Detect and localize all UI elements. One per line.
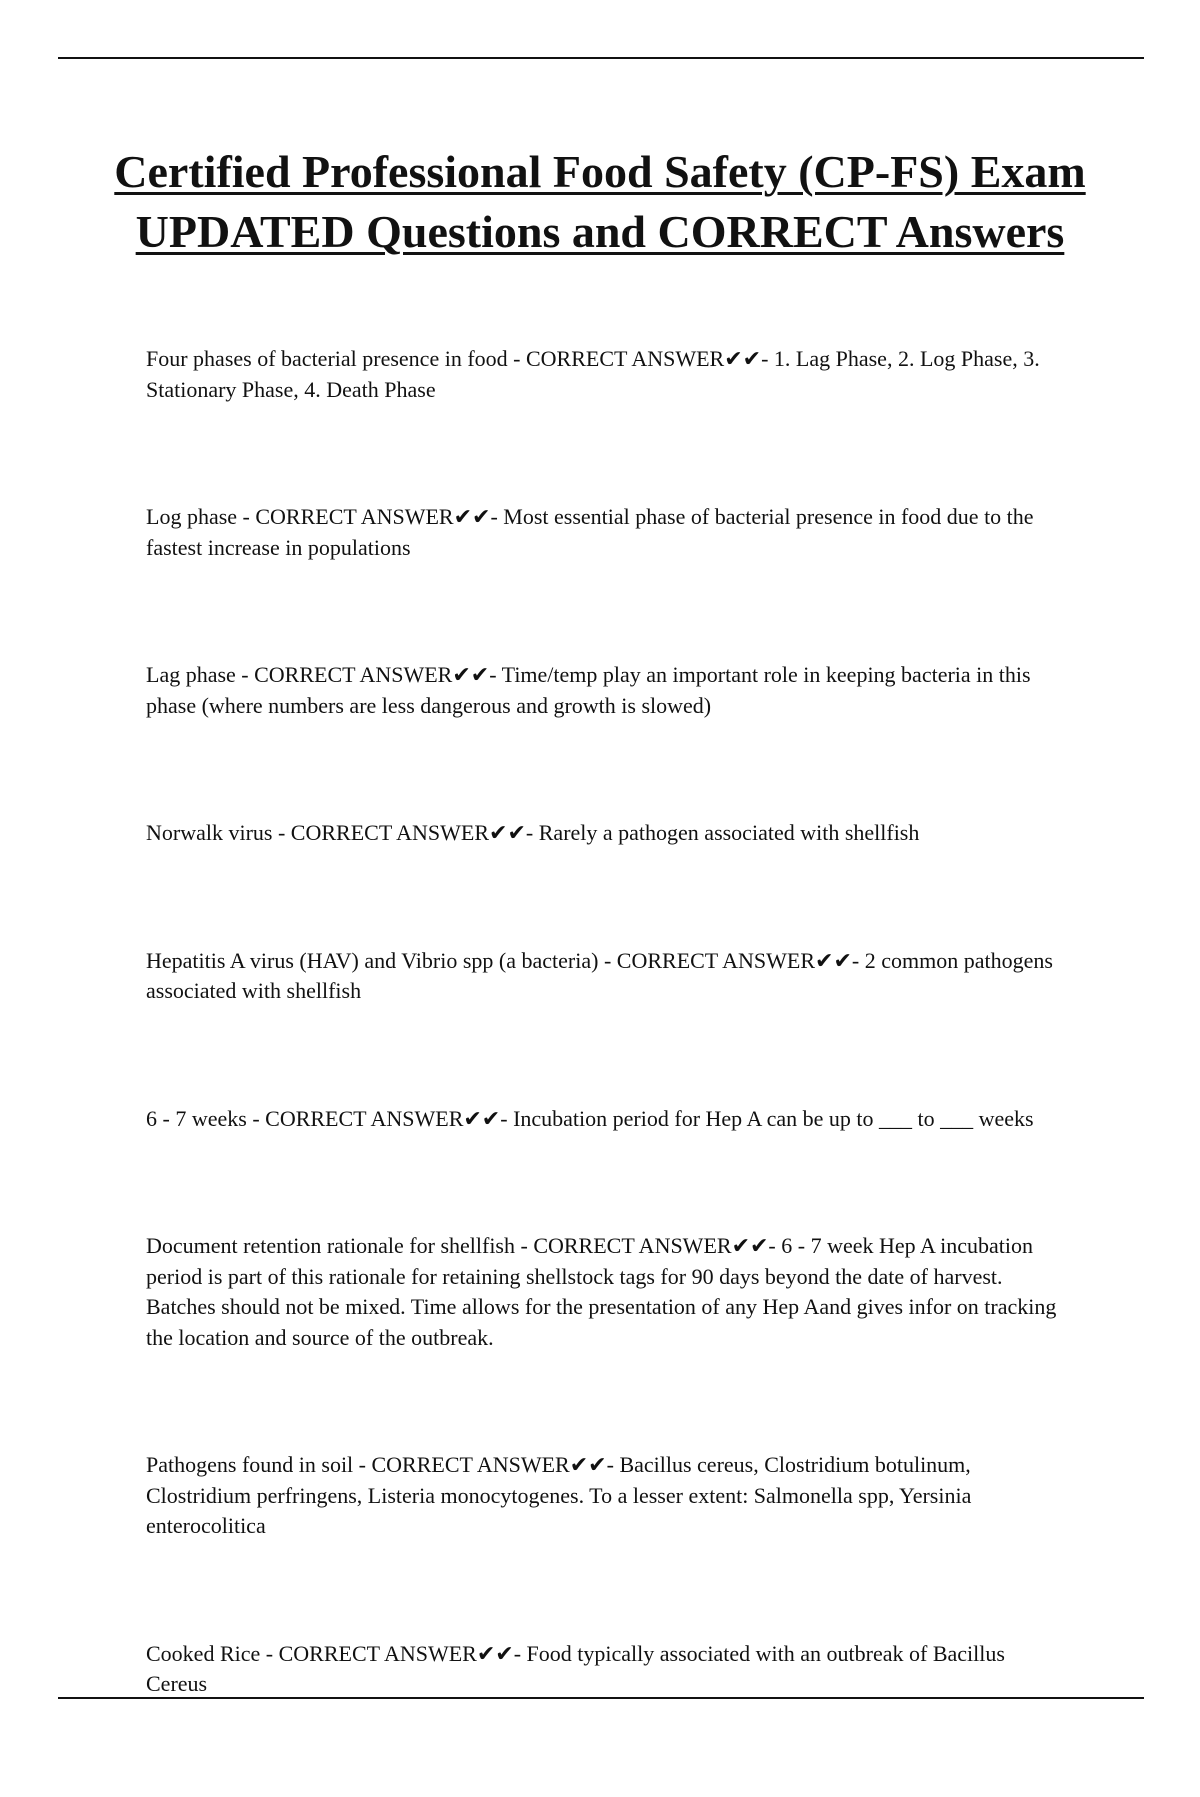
qa-answer: Food typically associated with an outbreak of Bacillus Cereus bbox=[146, 1640, 1005, 1696]
top-rule bbox=[58, 57, 1144, 59]
qa-term: Four phases of bacterial presence in food bbox=[146, 346, 508, 371]
qa-answer: 2 common pathogens associated with shellfish bbox=[146, 947, 1053, 1003]
qa-entry bbox=[146, 1104, 1066, 1135]
qa-entry bbox=[146, 1450, 1066, 1542]
qa-list bbox=[146, 344, 1066, 1797]
qa-answer: Most essential phase of bacterial presence in food due to the fastest increase in populations bbox=[146, 504, 1034, 560]
qa-term: Lag phase bbox=[146, 662, 236, 687]
qa-entry bbox=[146, 1231, 1066, 1353]
qa-answer: Rarely a pathogen associated with shellfish bbox=[538, 820, 920, 845]
document-title: Certified Professional Food Safety (CP-FS) Exam UPDATED Questions and CORRECT Answers bbox=[114, 146, 1086, 257]
qa-term: Cooked Rice bbox=[146, 1640, 261, 1666]
qa-entry bbox=[146, 344, 1066, 405]
answer-marker: - CORRECT ANSWER✔✔- bbox=[272, 820, 539, 845]
qa-answer: Time/temp play an important role in keeping bacteria in this phase (where numbers are less dangerous and growth is slowed) bbox=[146, 662, 1031, 718]
answer-marker: - CORRECT ANSWER✔✔- bbox=[260, 1640, 527, 1666]
qa-entry bbox=[146, 818, 1066, 849]
qa-entry bbox=[146, 660, 1066, 721]
qa-term: Document retention rationale for shellfish bbox=[146, 1233, 515, 1258]
answer-marker: - CORRECT ANSWER✔✔- bbox=[235, 662, 502, 687]
qa-term: Pathogens found in soil bbox=[146, 1452, 354, 1477]
bottom-rule bbox=[58, 1697, 1144, 1699]
answer-marker: - CORRECT ANSWER✔✔- bbox=[237, 504, 504, 529]
qa-entry bbox=[146, 1639, 1066, 1700]
answer-marker: - CORRECT ANSWER✔✔- bbox=[515, 1233, 782, 1258]
qa-answer: 1. Lag Phase, 2. Log Phase, 3. Stationary Phase, 4. Death Phase bbox=[146, 346, 1040, 402]
qa-term: Log phase bbox=[146, 504, 238, 529]
qa-term: Hepatitis A virus (HAV) and Vibrio spp (a bacteria) bbox=[146, 947, 599, 973]
answer-marker: - CORRECT ANSWER✔✔- bbox=[507, 346, 774, 371]
answer-marker: - CORRECT ANSWER✔✔- bbox=[353, 1452, 620, 1477]
qa-answer: Incubation period for Hep A can be up to ___ to ___ weeks bbox=[513, 1105, 1034, 1131]
qa-term: 6 - 7 weeks bbox=[146, 1105, 247, 1131]
qa-term: Norwalk virus bbox=[146, 820, 273, 845]
qa-entry bbox=[146, 946, 1066, 1007]
answer-marker: - CORRECT ANSWER✔✔- bbox=[598, 947, 865, 973]
qa-answer: Bacillus cereus, Clostridium botulinum, Clostridium perfringens, Listeria monocytogenes. To a lesser extent: Salmonella spp, Yersinia enterocolitica bbox=[146, 1452, 972, 1538]
answer-marker: - CORRECT ANSWER✔✔- bbox=[246, 1105, 514, 1131]
qa-entry bbox=[146, 502, 1066, 563]
qa-answer: 6 - 7 week Hep A incubation period is part of this rationale for retaining shellstock tags for 90 days beyond the date of harvest. Batches should not be mixed. Time allows for the presentation of any Hep Aand gives infor on tracking the location and source of the outbreak. bbox=[146, 1233, 1057, 1350]
